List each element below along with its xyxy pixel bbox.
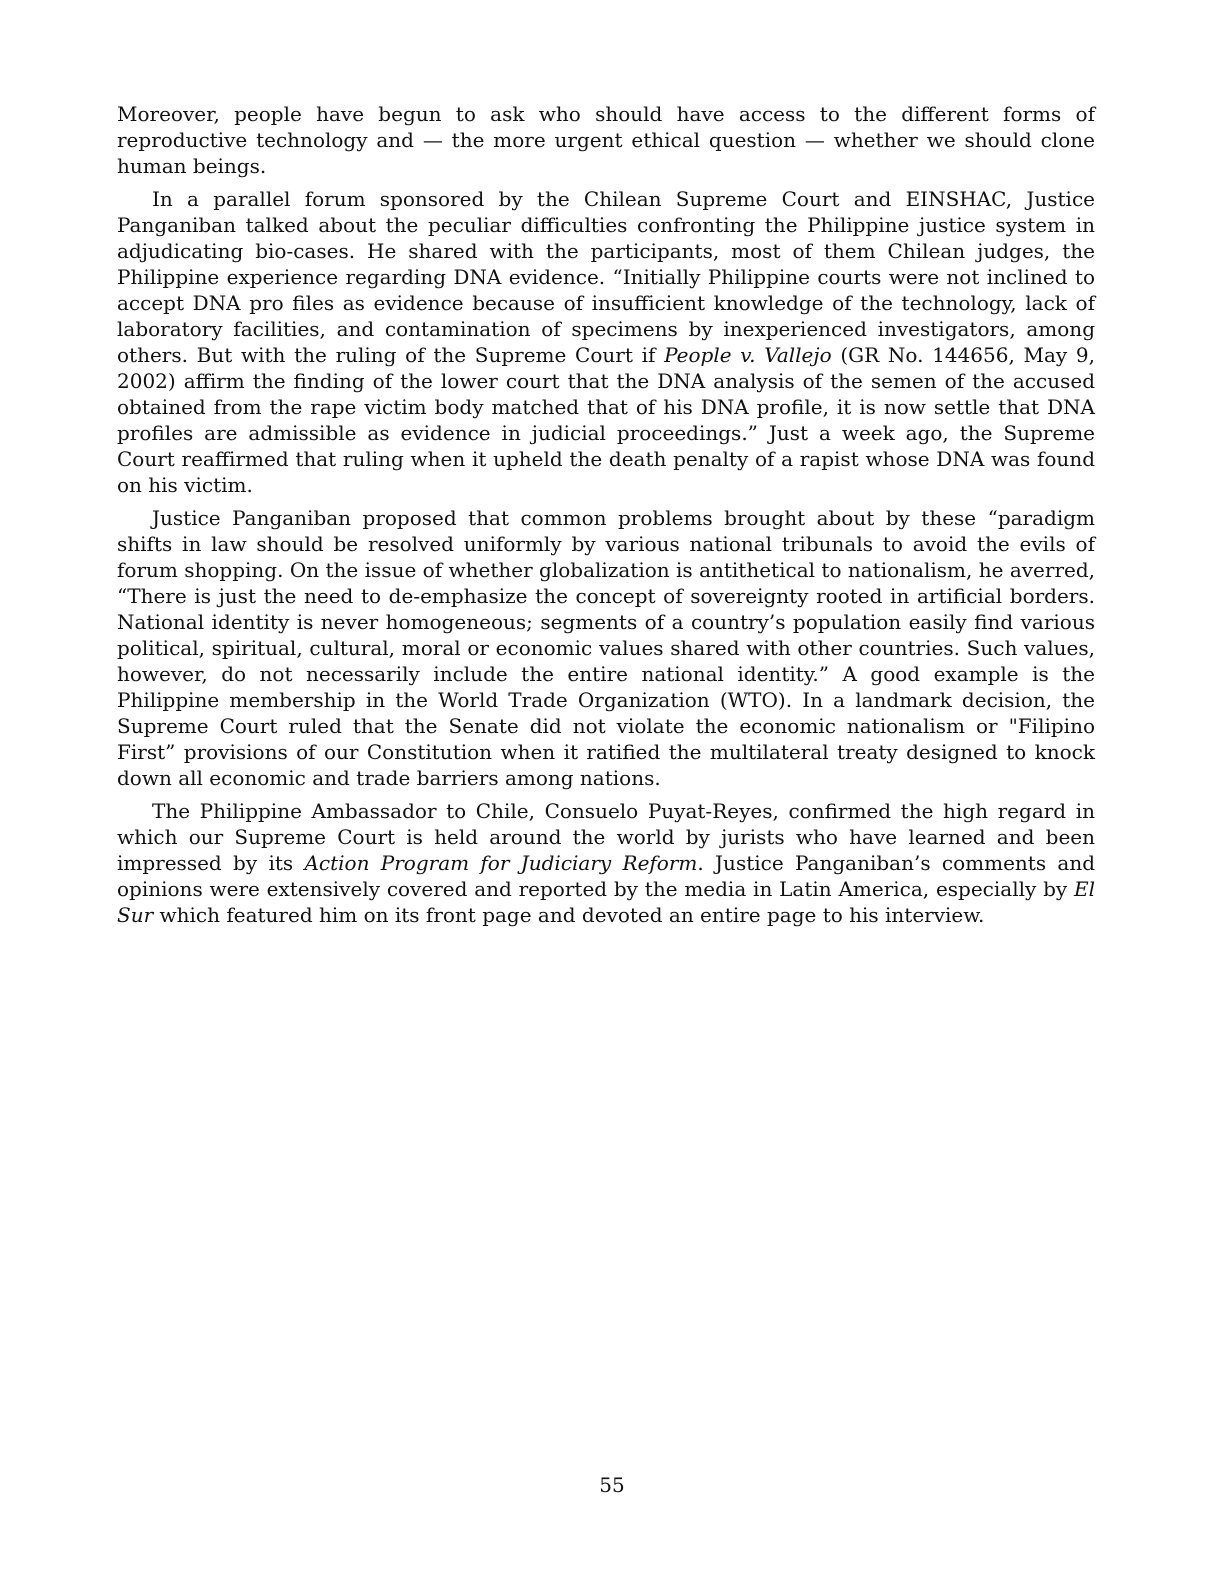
paragraph-reproductive-technology <box>117 101 1095 179</box>
paragraph-ambassador <box>117 798 1095 928</box>
case-title: People v. Vallejo <box>664 343 832 367</box>
paragraph-text: Moreover, people have begun to ask who should have access to the different forms of reproductive technology and — the more urgent ethical question — whether we should clone human beings. <box>117 102 1095 178</box>
paragraph-text: In a parallel forum sponsored by the Chilean Supreme Court and EINSHAC, Justice Panganiban talked about the peculiar difficulties confronting the Philippine justice system in adjudicating bio-cases. He shared with the participants, most of them Chilean judges, the Philippine experience regarding DNA evidence. “Initially Philippine courts were not inclined to accept DNA pro files as evidence because of insufficient knowledge of the technology, lack of laboratory facilities, and contamination of specimens by inexperienced investigators, among others. But with the ruling of the Supreme Court if <box>117 187 1095 367</box>
paragraph-text: which featured him on its front page and devoted an entire page to his interview. <box>153 903 985 927</box>
paragraph-text: Justice Panganiban proposed that common problems brought about by these “paradigm shifts in law should be resolved uniformly by various national tribunals to avoid the evils of forum shopping. On the issue of whether globalization is antithetical to nationalism, he averred, “There is just the need to de-emphasize the concept of sovereignty rooted in artificial borders. National identity is never homogeneous; segments of a country’s population easily find various political, spiritual, cultural, moral or economic values shared with other countries. Such values, however, do not necessarily include the entire national identity.” A good example is the Philippine membership in the World Trade Organization (WTO). In a landmark decision, the Supreme Court ruled that the Senate did not violate the economic nationalism or "Filipino First” provisions of our Constitution when it ratified the multilateral treaty designed to knock down all economic and trade barriers among nations. <box>117 506 1095 790</box>
paragraph-paradigm-shifts <box>117 505 1095 791</box>
page-number: 55 <box>599 1473 625 1497</box>
program-title: Action Program for Judiciary Reform <box>304 851 698 875</box>
paragraph-text: The Philippine Ambassador to Chile, Consuelo Puyat-Reyes, confirmed the high regard in which our Supreme Court is held around the world by jurists who have learned and been impressed by its <box>117 799 1095 875</box>
paragraph-text: (GR No. 144656, May 9, 2002) affirm the finding of the lower court that the DNA analysis of the semen of the accused obtained from the rape victim body matched that of his DNA profile, it is now settle that DNA profiles are admissible as evidence in judicial proceedings.” Just a week ago, the Supreme Court reaffirmed that ruling when it upheld the death penalty of a rapist whose DNA was found on his victim. <box>117 343 1096 497</box>
paragraph-text: . Justice Panganiban’s comments and opinions were extensively covered and reported by the media in Latin America, especially by <box>117 851 1095 901</box>
document-body <box>117 101 1095 935</box>
paragraph-chilean-forum <box>117 186 1095 498</box>
newspaper-title: El Sur <box>117 877 1095 927</box>
